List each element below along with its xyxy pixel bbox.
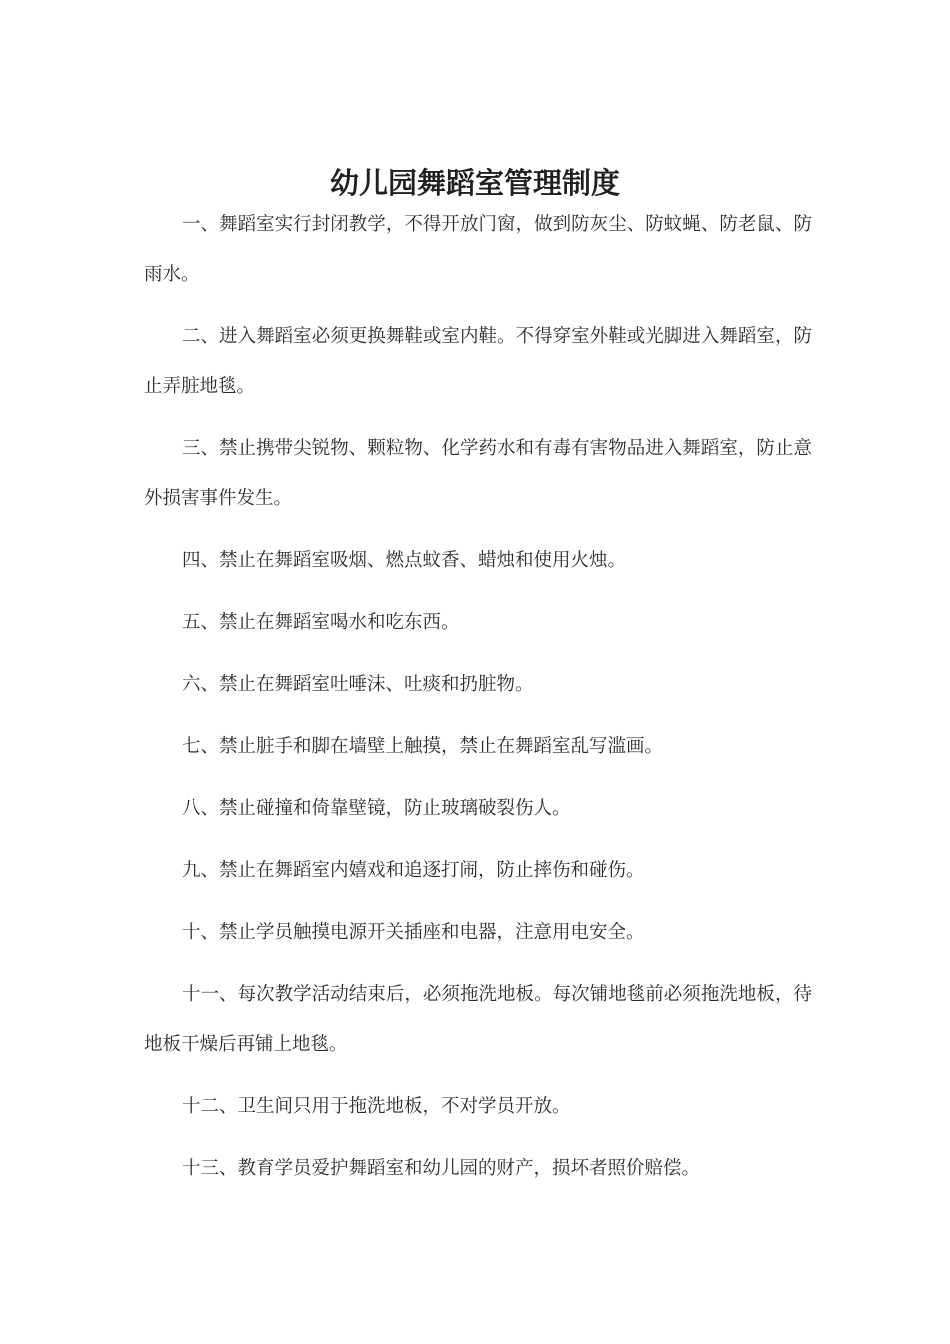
rule-item-7: 七、禁止脏手和脚在墙壁上触摸，禁止在舞蹈室乱写滥画。: [182, 736, 664, 757]
rule-item-1: 一、舞蹈室实行封闭教学，不得开放门窗，做到防灰尘、防蚊蝇、防老鼠、防雨水。: [144, 214, 812, 285]
rule-item-2: 二、进入舞蹈室必须更换舞鞋或室内鞋。不得穿室外鞋或光脚进入舞蹈室，防止弄脏地毯。: [144, 326, 812, 397]
rule-item-9: 九、禁止在舞蹈室内嬉戏和追逐打闹，防止摔伤和碰伤。: [182, 860, 645, 881]
rule-item-11: 十一、每次教学活动结束后，必须拖洗地板。每次铺地毯前必须拖洗地板，待地板干燥后再铺上地毯。: [144, 984, 812, 1055]
rules-list: [144, 200, 812, 1206]
rule-item-6: 六、禁止在舞蹈室吐唾沫、吐痰和扔脏物。: [182, 674, 534, 695]
rule-item-3: 三、禁止携带尖锐物、颗粒物、化学药水和有毒有害物品进入舞蹈室，防止意外损害事件发生。: [144, 438, 812, 509]
rule-item-4: 四、禁止在舞蹈室吸烟、燃点蚊香、蜡烛和使用火烛。: [182, 550, 627, 571]
document-title: 幼儿园舞蹈室管理制度: [329, 166, 620, 201]
rule-item-12: 十二、卫生间只用于拖洗地板，不对学员开放。: [182, 1096, 571, 1117]
rule-item-8: 八、禁止碰撞和倚靠壁镜，防止玻璃破裂伤人。: [182, 798, 571, 819]
rule-item-5: 五、禁止在舞蹈室喝水和吃东西。: [182, 612, 460, 633]
rule-item-10: 十、禁止学员触摸电源开关插座和电器，注意用电安全。: [182, 922, 645, 943]
rule-item-13: 十三、教育学员爱护舞蹈室和幼儿园的财产，损坏者照价赔偿。: [182, 1158, 701, 1179]
